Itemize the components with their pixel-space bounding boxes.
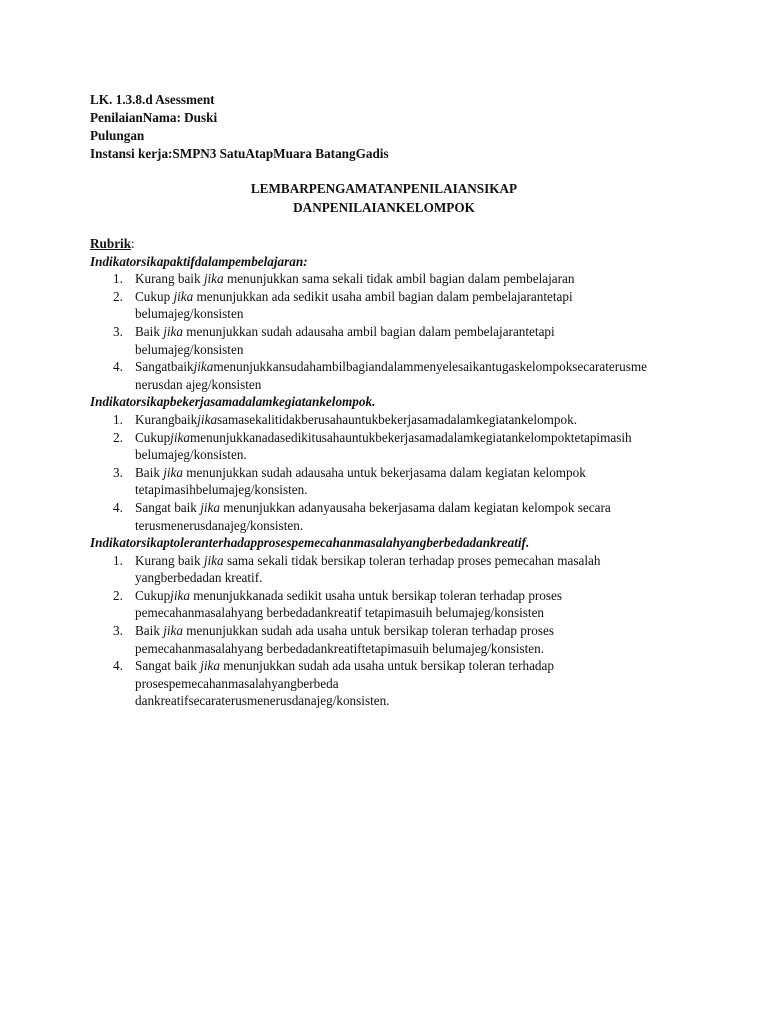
list-item-text-line	[135, 429, 690, 447]
rubric-content	[90, 235, 690, 710]
list-item-text-line	[135, 604, 690, 622]
list-item	[90, 429, 690, 464]
list-item	[90, 499, 690, 534]
keyword-jika: jika	[203, 552, 224, 568]
rubrik-label: Rubrik	[90, 236, 132, 251]
list-item	[90, 323, 690, 358]
document-header	[90, 91, 389, 163]
list-item	[90, 587, 690, 622]
list-item-text-line	[135, 587, 690, 605]
text-segment: Cukup	[135, 429, 171, 445]
text-segment: menunjukkan sudah adausaha ambil bagian dalam pembelajarantetapi	[183, 323, 555, 339]
header-line-name-cont: Pulungan	[90, 128, 145, 143]
text-segment: Baik	[135, 464, 164, 480]
text-segment: samasekalitidakberusahauntukbekerjasamadalamkegiatankelompok.	[217, 411, 578, 427]
keyword-jika: jika	[163, 464, 183, 480]
list-item	[90, 464, 690, 499]
list-item-number: 3.	[113, 623, 123, 639]
list-item-text-line	[135, 499, 690, 517]
text-segment: Kurang baik	[135, 552, 204, 568]
list-item	[90, 270, 690, 288]
list-item-number: 3.	[113, 464, 123, 480]
text-segment: Sangatbaik	[135, 359, 194, 375]
list-item-number: 1.	[113, 271, 123, 287]
list-item-text-line	[135, 446, 690, 464]
text-segment: belumajeg/konsisten.	[135, 447, 247, 463]
rubric-sections	[90, 253, 690, 710]
list-item-text-line	[135, 341, 690, 359]
title-line-1: LEMBARPENGAMATANPENILAIANSIKAP	[250, 181, 518, 196]
text-segment: menunjukkan adanyausaha bekerjasama dalam kegiatan kelompok secara	[219, 499, 611, 515]
list-item-text-line	[135, 358, 690, 376]
text-segment: sama sekali tidak bersikap toleran terhadap proses pemecahan masalah	[223, 552, 601, 568]
text-segment: dankreatifsecaraterusmenerusdanajeg/konsisten.	[135, 693, 390, 709]
header-line-institution: Instansi kerja:SMPN3 SatuAtapMuara BatangGadis	[90, 146, 389, 161]
keyword-jika: jika	[163, 323, 183, 339]
text-segment: Cukup	[135, 587, 171, 603]
list-item-number: 4.	[113, 359, 123, 375]
text-segment: Baik	[135, 623, 164, 639]
text-segment: prosespemecahanmasalahyangberbeda	[135, 675, 339, 691]
text-segment: yangberbedadan kreatif.	[135, 570, 263, 586]
keyword-jika: jika	[170, 429, 190, 445]
text-segment: nerusdan ajeg/konsisten	[135, 376, 262, 392]
text-segment: Sangat baik	[135, 499, 201, 515]
text-segment: Kurang baik	[135, 271, 204, 287]
list-item-number: 2.	[113, 587, 123, 603]
header-line-worksheet-code: LK. 1.3.8.d Asessment	[90, 92, 215, 107]
criteria-list	[90, 552, 690, 710]
list-item-text-line	[135, 622, 690, 640]
text-segment: menunjukkan sama sekali tidak ambil bagian dalam pembelajaran	[223, 271, 575, 287]
list-item	[90, 358, 690, 393]
list-item-text-line	[135, 411, 690, 429]
list-item-number: 1.	[113, 411, 123, 427]
list-item-number: 4.	[113, 499, 123, 515]
keyword-jika: jika	[163, 623, 183, 639]
text-segment: Baik	[135, 323, 164, 339]
list-item	[90, 411, 690, 429]
text-segment: pemecahanmasalahyang berbedadankreatif tetapimasuih belumajeg/konsisten	[135, 605, 545, 621]
list-item-text-line	[135, 305, 690, 323]
list-item-text-line	[135, 692, 690, 710]
list-item-text-line	[135, 552, 690, 570]
keyword-jika: jika	[200, 499, 220, 515]
list-item-text-line	[135, 569, 690, 587]
rubrik-colon: :	[131, 236, 135, 251]
keyword-jika: jika	[197, 411, 218, 427]
list-item-text-line	[135, 675, 690, 693]
text-segment: menunjukkan sudah ada usaha untuk bersikap toleran terhadap proses	[183, 623, 554, 639]
list-item-text-line	[135, 481, 690, 499]
list-item	[90, 552, 690, 587]
text-segment: Kurangbaik	[135, 411, 198, 427]
header-line-name: PenilaianNama: Duski	[90, 110, 218, 125]
keyword-jika: jika	[170, 587, 190, 603]
keyword-jika: jika	[200, 658, 220, 674]
list-item-text-line	[135, 323, 690, 341]
keyword-jika: jika	[173, 288, 194, 304]
list-item	[90, 288, 690, 323]
text-segment: menunjukkan sudah ada usaha untuk bersikap toleran terhadap	[219, 658, 554, 674]
list-item-text-line	[135, 270, 690, 288]
text-segment: pemecahanmasalahyang berbedadankreatiftetapimasuih belumajeg/konsisten.	[135, 640, 545, 656]
list-item	[90, 657, 690, 710]
text-segment: belumajeg/konsisten	[135, 306, 244, 322]
keyword-jika: jika	[193, 359, 214, 375]
criteria-list	[90, 411, 690, 534]
text-segment: menunjukkansudahambilbagiandalammenyelesaikantugaskelompoksecaraterusme	[213, 359, 647, 375]
list-item-text-line	[135, 517, 690, 535]
text-segment: terusmenerusdanajeg/konsisten.	[135, 517, 304, 533]
document-title	[0, 179, 768, 217]
keyword-jika: jika	[203, 271, 224, 287]
section-heading: Indikatorsikapbekerjasamadalamkegiatankelompok.	[90, 394, 376, 410]
list-item-text-line	[135, 288, 690, 306]
list-item-number: 2.	[113, 288, 123, 304]
text-segment: Sangat baik	[135, 658, 201, 674]
list-item-text-line	[135, 376, 690, 394]
title-line-2: DANPENILAIANKELOMPOK	[293, 200, 475, 215]
criteria-list	[90, 270, 690, 393]
list-item-number: 2.	[113, 429, 123, 445]
text-segment: tetapimasihbelumajeg/konsisten.	[135, 482, 308, 498]
text-segment: menunjukkanada sedikit usaha untuk bersikap toleran terhadap proses	[189, 587, 563, 603]
text-segment: menunjukkanadasedikitusahauntukbekerjasamadalamkegiatankelompoktetapimasih	[189, 429, 632, 445]
list-item-number: 1.	[113, 552, 123, 568]
text-segment: menunjukkan ada sedikit usaha ambil bagian dalam pembelajarantetapi	[193, 288, 573, 304]
list-item-text-line	[135, 657, 690, 675]
list-item-number: 3.	[113, 323, 123, 339]
text-segment: menunjukkan sudah adausaha untuk bekerjasama dalam kegiatan kelompok	[183, 464, 586, 480]
rubrik-heading	[90, 235, 690, 253]
section-heading: Indikatorsikaptoleranterhadapprosespemecahanmasalahyangberbedadankreatif.	[90, 535, 530, 551]
list-item-number: 4.	[113, 658, 123, 674]
list-item	[90, 622, 690, 657]
list-item-text-line	[135, 640, 690, 658]
section-heading: Indikatorsikapaktifdalampembelajaran:	[90, 253, 308, 269]
text-segment: Cukup	[135, 288, 174, 304]
list-item-text-line	[135, 464, 690, 482]
text-segment: belumajeg/konsisten	[135, 341, 244, 357]
